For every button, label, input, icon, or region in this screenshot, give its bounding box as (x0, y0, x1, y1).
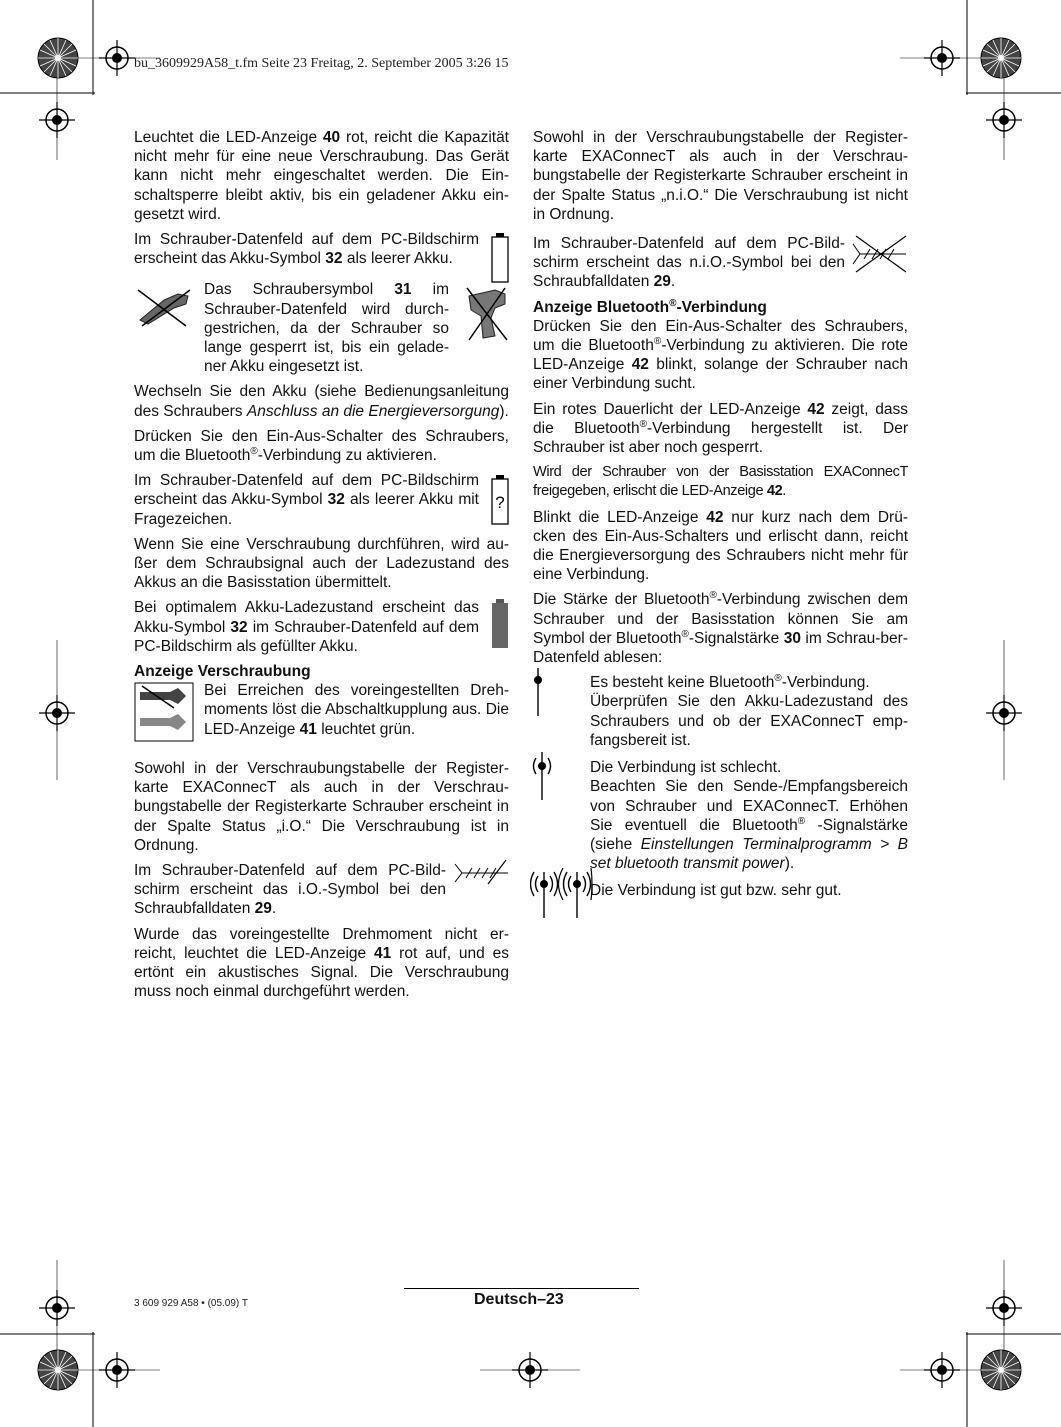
paragraph: Wird der Schrauber von der Basisstation EXAConnecT freigegeben, erlischt die LED-Anzeige 42. (533, 464, 908, 500)
signal-good-description: Die Verbindung ist gut bzw. sehr gut. (590, 882, 842, 900)
cordless-screwdriver-crossed-icon (461, 284, 511, 344)
signal-none-icon (530, 664, 550, 718)
torque-clutch-icon (134, 682, 194, 742)
signal-none-description: Es besteht keine Bluetooth®-Verbindung. Überprüfen Sie den Akku-Ladezustand des Schraubers und ob der EXAConnecT emp-fangsbereit ist. (590, 673, 908, 749)
paragraph: Wenn Sie eine Verschraubung durchführen, wird au-ßer dem Schraubsignal auch der Ladezustand des Akkus an die Basisstation übermittelt. (134, 535, 509, 592)
empty-battery-icon (490, 232, 512, 284)
signal-good-icons (530, 864, 594, 920)
paragraph: Sowohl in der Verschraubungstabelle der Register-karte EXAConnecT als auch in der Verschrau-bungstabelle der Registerkarte Schrauber erscheint in der Spalte Status „n.i.O.“ Die Verschraubung ist nicht in Ordnung. (533, 129, 908, 223)
svg-text:?: ? (495, 493, 505, 512)
section-heading: Anzeige Bluetooth®-Verbindung (533, 297, 767, 316)
paragraph: Im Schrauber-Datenfeld auf dem PC-Bild-schirm erscheint das n.i.O.-Symbol bei den Schraubfalldaten 29. (533, 235, 845, 291)
screwdriver-crossed-icon (134, 286, 194, 328)
paragraph: Im Schrauber-Datenfeld auf dem PC-Bild-schirm erscheint das i.O.-Symbol bei den Schraubfalldaten 29. (134, 861, 446, 918)
signal-weak-description: Die Verbindung ist schlecht. Beachten Sie den Sende-/Empfangsbereich von Schrauber und EXAConnecT. Erhöhen Sie eventuell die Bluetooth® -Signalstärke (siehe Einstellungen Terminalprogramm > B set bluetooth transmit power). (590, 759, 908, 873)
paragraph: Leuchtet die LED-Anzeige 40 rot, reicht die Kapazität nicht mehr für eine neue Verschraubung. Das Gerät kann nicht mehr eingeschaltet werden. Die Ein-schaltsperre bleibt aktiv, bis ein geladener Akku ein-gesetzt wird. (134, 129, 509, 223)
footer-rule (404, 1288, 639, 1289)
paragraph: Bei Erreichen des voreingestellten Dreh-moments löst die Abschaltkupplung aus. Die LED-Anzeige 41 leuchtet grün. (204, 682, 509, 738)
paragraph: Die Stärke der Bluetooth®-Verbindung zwischen dem Schrauber und der Basisstation können Sie am Symbol der Bluetooth®-Signalstärke 30 im Schrau-ber-Datenfeld ablesen: (533, 590, 909, 667)
section-heading: Anzeige Verschraubung (134, 663, 311, 681)
full-battery-icon (490, 598, 512, 650)
paragraph: Im Schrauber-Datenfeld auf dem PC-Bildschirm erscheint das Akku-Symbol 32 als leerer Akku mit Fragezeichen. (134, 472, 479, 528)
doc-number: 3 609 929 A58 • (05.09) T (134, 1298, 248, 1309)
io-screw-icon (452, 858, 512, 888)
paragraph: Blinkt die LED-Anzeige 42 nur kurz nach dem Drü-cken des Ein-Aus-Schalters und erlischt dann, reicht die Energieversorgung des Schraubers nicht mehr für eine Verbindung. (533, 508, 908, 584)
paragraph: Das Schraubersymbol 31 im Schrauber-Datenfeld wird durch-gestrichen, da der Schrauber so lange gesperrt ist, bis ein gelade-ner Akku eingesetzt ist. (204, 281, 449, 376)
paragraph: Drücken Sie den Ein-Aus-Schalter des Schraubers, um die Bluetooth®-Verbindung zu aktivieren. (134, 427, 509, 465)
paragraph: Wechseln Sie den Akku (siehe Bedienungsanleitung des Schraubers Anschluss an die Energieversorgung). (134, 383, 509, 420)
paragraph: Drücken Sie den Ein-Aus-Schalter des Schraubers, um die Bluetooth®-Verbindung zu aktivieren. Die rote LED-Anzeige 42 blinkt, solange der Schrauber nach einer Verbindung sucht. (533, 317, 908, 393)
paragraph: Im Schrauber-Datenfeld auf dem PC-Bildschirm erscheint das Akku-Symbol 32 als leerer Akku. (134, 231, 479, 268)
nio-screw-icon (850, 234, 910, 274)
signal-weak-icon (530, 746, 558, 802)
paragraph: Bei optimalem Akku-Ladezustand erscheint das Akku-Symbol 32 im Schrauber-Datenfeld auf dem PC-Bildschirm als gefüllter Akku. (134, 599, 479, 655)
paragraph: Sowohl in der Verschraubungstabelle der Register-karte EXAConnecT als auch in der Verschrau-bungstabelle der Registerkarte Schrauber erscheint in der Spalte Status „i.O.“ Die Verschraubung ist in Ordnung. (134, 759, 509, 854)
file-info-header: bu_3609929A58_t.fm Seite 23 Freitag, 2. September 2005 3:26 15 (134, 56, 509, 71)
paragraph: Wurde das voreingestellte Drehmoment nicht er-reicht, leuchtet die LED-Anzeige 41 rot auf, und es ertönt ein akustisches Signal. Die Verschraubung muss noch einmal durchgeführt werden. (134, 925, 510, 1001)
paragraph: Ein rotes Dauerlicht der LED-Anzeige 42 zeigt, dass die Bluetooth®-Verbindung hergestellt ist. Der Schrauber ist aber noch gesperrt. (533, 400, 908, 457)
battery-question-icon (490, 474, 512, 526)
page-label: Deutsch–23 (474, 1291, 564, 1308)
